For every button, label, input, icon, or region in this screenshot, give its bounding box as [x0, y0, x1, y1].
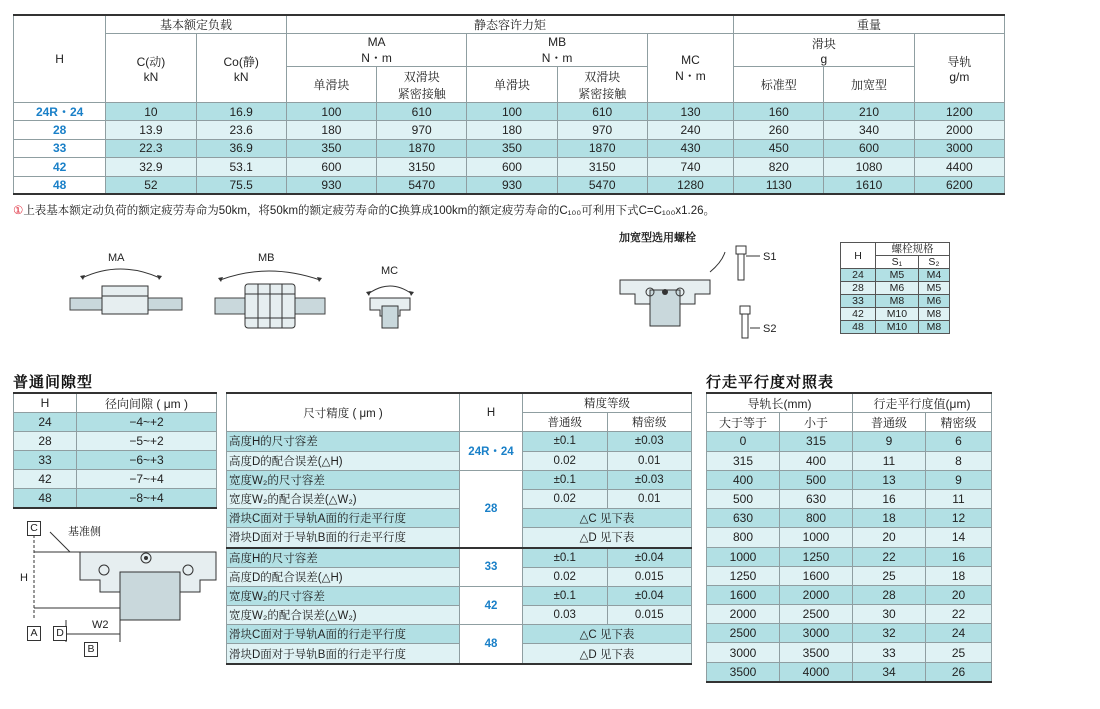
table-cell: 2000	[707, 605, 780, 624]
table-cell: 16	[853, 489, 926, 508]
table-cell: 0.01	[607, 489, 692, 508]
table-row	[841, 321, 950, 334]
table-cell: 180	[467, 121, 557, 139]
mc-label: MC	[381, 265, 399, 277]
table-cell: 100	[467, 103, 557, 121]
table-cell: ±0.03	[607, 432, 692, 451]
table-cell: 18	[926, 566, 992, 585]
table-cell: 16	[926, 547, 992, 566]
accuracy-item-name: 宽度W₂的配合误差(△W₂)	[227, 606, 460, 625]
table-cell: M8	[918, 321, 949, 334]
table-cell: 0.03	[523, 606, 608, 625]
clearance-col-header: 径向间隙 ( μm )	[77, 393, 217, 413]
bolt-s1-header: S₁	[876, 256, 919, 269]
bolt-spec-table	[840, 242, 950, 334]
table-cell: 130	[647, 103, 733, 121]
table-cell: 0.01	[607, 451, 692, 470]
c-stat-header: Co(静) kN	[196, 34, 286, 103]
table-cell: 75.5	[196, 176, 286, 194]
accuracy-item-name: 滑块C面对于导轨A面的行走平行度	[227, 509, 460, 528]
table-cell: ±0.04	[607, 586, 692, 605]
table-cell: 4000	[780, 662, 853, 682]
table-cell: 820	[734, 158, 824, 176]
table-cell: 210	[824, 103, 914, 121]
table-cell: 610	[557, 103, 647, 121]
table-row	[227, 625, 692, 644]
row-h-cell: 24R・24	[14, 103, 106, 121]
table-cell: 10	[106, 103, 196, 121]
table-row	[227, 432, 692, 451]
table-cell: 0.02	[523, 567, 608, 586]
table-row	[707, 566, 992, 585]
table-cell: 4400	[914, 158, 1004, 176]
table-cell: 22	[853, 547, 926, 566]
table-row	[227, 644, 692, 664]
table-row	[227, 586, 692, 605]
table-cell: 30	[853, 605, 926, 624]
table-cell: 11	[853, 451, 926, 470]
accuracy-precise-header: 精密级	[607, 413, 692, 432]
table-cell: 20	[853, 528, 926, 547]
table-cell: 3000	[914, 139, 1004, 157]
table-cell: 100	[286, 103, 376, 121]
table-cell: ±0.1	[523, 548, 608, 568]
table-cell: 2000	[914, 121, 1004, 139]
table-cell: ±0.1	[523, 586, 608, 605]
accuracy-item-name: 宽度W₂的尺寸容差	[227, 586, 460, 605]
table-cell: 350	[286, 139, 376, 157]
table-cell: 6	[926, 432, 992, 451]
table-cell: 260	[734, 121, 824, 139]
table-cell: 48	[841, 321, 876, 334]
static-moment-header: 静态容许力矩	[286, 15, 733, 34]
table-row	[841, 269, 950, 282]
table-cell: 0.015	[607, 606, 692, 625]
table-cell: 240	[647, 121, 733, 139]
table-row	[227, 509, 692, 528]
table-cell: 160	[734, 103, 824, 121]
row-h-cell: 33	[14, 139, 106, 157]
table-cell: 1080	[824, 158, 914, 176]
table-row	[707, 451, 992, 470]
table-cell: 2500	[707, 624, 780, 643]
table-cell: 630	[780, 489, 853, 508]
table-cell: 0.02	[523, 489, 608, 508]
mb-label: MB	[258, 252, 275, 264]
table-cell: 23.6	[196, 121, 286, 139]
bolt-s2-header: S₂	[918, 256, 949, 269]
table-cell: M6	[876, 282, 919, 295]
table-cell: 9	[853, 432, 926, 451]
table-cell: 1000	[780, 528, 853, 547]
table-row	[707, 585, 992, 604]
table-cell: 740	[647, 158, 733, 176]
mb-double-header: 双滑块 紧密接触	[557, 67, 647, 103]
table-cell: 0.02	[523, 451, 608, 470]
table-cell: 930	[467, 176, 557, 194]
clearance-table	[13, 392, 217, 509]
mb-single-header: 单滑块	[467, 67, 557, 103]
accuracy-item-name: 高度D的配合误差(△H)	[227, 567, 460, 586]
table-cell: 970	[557, 121, 647, 139]
h-header: H	[14, 15, 106, 103]
table-cell: 18	[853, 509, 926, 528]
table-row	[227, 451, 692, 470]
table-row	[227, 548, 692, 568]
table-cell: 0.015	[607, 567, 692, 586]
table-row	[227, 489, 692, 508]
table-cell: M5	[918, 282, 949, 295]
table-row	[227, 528, 692, 548]
table-row	[707, 547, 992, 566]
table-cell: 970	[377, 121, 467, 139]
table-row	[14, 489, 217, 509]
parallel-value-header: 行走平行度值(μm)	[853, 393, 992, 413]
table-row	[14, 413, 217, 432]
table-cell: 36.9	[196, 139, 286, 157]
table-row	[707, 662, 992, 682]
table-cell: 1200	[914, 103, 1004, 121]
diagram-w2-label: W2	[92, 619, 109, 631]
bolt-spec-header: 螺栓规格	[876, 243, 950, 256]
standard-header: 标准型	[734, 67, 824, 103]
table-cell: 53.1	[196, 158, 286, 176]
weight-header: 重量	[734, 15, 1005, 34]
mc-diagram	[360, 276, 420, 336]
table-cell: 24	[926, 624, 992, 643]
table-cell: 42	[841, 308, 876, 321]
parallel-title: 行走平行度对照表	[706, 374, 835, 391]
table-cell: 25	[926, 643, 992, 662]
table-cell: 315	[707, 451, 780, 470]
table-cell: 32	[853, 624, 926, 643]
accuracy-item-name: 滑块C面对于导轨A面的行走平行度	[227, 625, 460, 644]
clearance-diagram	[20, 512, 220, 662]
table-row	[14, 158, 1005, 176]
table-row	[14, 176, 1005, 194]
table-cell: 400	[780, 451, 853, 470]
diagram-d-label: D	[53, 626, 67, 641]
table-cell: 8	[926, 451, 992, 470]
accuracy-grade-header: 精度等级	[523, 393, 692, 413]
table-row	[841, 295, 950, 308]
ma-header: MA N・m	[286, 34, 467, 67]
table-row	[227, 606, 692, 625]
accuracy-item-name: 滑块D面对于导轨B面的行走平行度	[227, 644, 460, 664]
table-cell: 315	[780, 432, 853, 451]
table-cell: 33	[853, 643, 926, 662]
table-cell: 33	[841, 295, 876, 308]
table-cell: ±0.04	[607, 548, 692, 568]
table-cell: 340	[824, 121, 914, 139]
table-cell: 6200	[914, 176, 1004, 194]
ma-diagram	[60, 248, 190, 323]
rail-weight-header: 导轨 g/m	[914, 34, 1004, 103]
table-cell: △D 见下表	[523, 644, 692, 664]
footnote: ①上表基本额定动负荷的额定疲劳寿命为50km，将50km的额定疲劳寿命的C换算成100km的额定疲劳寿命的C₁₀₀可利用下式C=C₁₀₀x1.26。	[13, 205, 715, 217]
table-cell: 28	[14, 432, 77, 451]
table-cell: 13	[853, 470, 926, 489]
table-cell: 1870	[377, 139, 467, 157]
wide-header: 加宽型	[824, 67, 914, 103]
bolt-caption: 加宽型选用螺栓	[619, 232, 696, 244]
table-cell: 600	[467, 158, 557, 176]
table-cell: 13.9	[106, 121, 196, 139]
table-row	[707, 489, 992, 508]
table-cell: ±0.1	[523, 470, 608, 489]
table-cell: M5	[876, 269, 919, 282]
bolt-h-header: H	[841, 243, 876, 269]
table-cell: −5~+2	[77, 432, 217, 451]
ma-label: MA	[108, 252, 125, 264]
parallel-normal-header: 普通级	[853, 413, 926, 432]
diagram-ref-side-label: 基准侧	[68, 526, 101, 538]
table-cell: 22.3	[106, 139, 196, 157]
table-cell: 5470	[557, 176, 647, 194]
table-cell: 5470	[377, 176, 467, 194]
accuracy-h-cell: 48	[460, 625, 523, 664]
ma-double-header: 双滑块 紧密接触	[377, 67, 467, 103]
table-cell: △D 见下表	[523, 528, 692, 548]
mb-diagram	[210, 262, 330, 332]
parallel-ge-header: 大于等于	[707, 413, 780, 432]
row-h-cell: 28	[14, 121, 106, 139]
table-cell: 1870	[557, 139, 647, 157]
table-cell: 9	[926, 470, 992, 489]
table-cell: 24	[841, 269, 876, 282]
parallel-lt-header: 小于	[780, 413, 853, 432]
table-cell: 500	[707, 489, 780, 508]
table-row	[227, 470, 692, 489]
table-cell: 34	[853, 662, 926, 682]
table-cell: 3150	[377, 158, 467, 176]
table-cell: 12	[926, 509, 992, 528]
table-cell: 25	[853, 566, 926, 585]
table-cell: −8~+4	[77, 489, 217, 509]
table-cell: 3150	[557, 158, 647, 176]
table-row	[14, 432, 217, 451]
accuracy-item-name: 宽度W₂的尺寸容差	[227, 470, 460, 489]
clearance-title: 普通间隙型	[13, 374, 94, 391]
table-cell: 1610	[824, 176, 914, 194]
table-cell: △C 见下表	[523, 509, 692, 528]
table-row	[707, 432, 992, 451]
row-h-cell: 48	[14, 176, 106, 194]
bolt-s2-label: S2	[763, 323, 777, 335]
table-row	[707, 470, 992, 489]
table-row	[14, 139, 1005, 157]
table-cell: 2000	[780, 585, 853, 604]
table-row	[14, 470, 217, 489]
table-cell: 20	[926, 585, 992, 604]
load-moment-weight-table	[13, 14, 1005, 195]
table-cell: ±0.03	[607, 470, 692, 489]
table-cell: 11	[926, 489, 992, 508]
accuracy-h-cell: 24R・24	[460, 432, 523, 470]
table-row	[14, 451, 217, 470]
table-cell: 3500	[707, 662, 780, 682]
table-cell: 800	[707, 528, 780, 547]
table-cell: M8	[918, 308, 949, 321]
table-cell: 1280	[647, 176, 733, 194]
accuracy-h-cell: 28	[460, 470, 523, 547]
table-cell: 500	[780, 470, 853, 489]
table-cell: 16.9	[196, 103, 286, 121]
row-h-cell: 42	[14, 158, 106, 176]
table-cell: 33	[14, 451, 77, 470]
table-row	[707, 624, 992, 643]
diagram-h-label: H	[20, 572, 28, 584]
diagram-a-label: A	[27, 626, 41, 641]
table-cell: 400	[707, 470, 780, 489]
table-cell: M10	[876, 321, 919, 334]
table-cell: 600	[824, 139, 914, 157]
table-cell: ±0.1	[523, 432, 608, 451]
table-cell: 1250	[707, 566, 780, 585]
table-cell: 1600	[707, 585, 780, 604]
table-cell: 52	[106, 176, 196, 194]
table-cell: 610	[377, 103, 467, 121]
table-row	[841, 282, 950, 295]
parallel-table	[706, 392, 992, 683]
table-row	[227, 567, 692, 586]
table-row	[14, 121, 1005, 139]
table-cell: 600	[286, 158, 376, 176]
accuracy-normal-header: 普通级	[523, 413, 608, 432]
table-cell: 1130	[734, 176, 824, 194]
diagram-c-label: C	[27, 521, 41, 536]
table-cell: 32.9	[106, 158, 196, 176]
basic-load-header: 基本额定负载	[106, 15, 287, 34]
table-cell: 22	[926, 605, 992, 624]
accuracy-item-name: 高度H的尺寸容差	[227, 548, 460, 568]
table-cell: M10	[876, 308, 919, 321]
clearance-h-header: H	[14, 393, 77, 413]
accuracy-h-header: H	[460, 393, 523, 432]
table-row	[841, 308, 950, 321]
table-cell: 28	[841, 282, 876, 295]
table-cell: 2500	[780, 605, 853, 624]
table-cell: 1600	[780, 566, 853, 585]
parallel-precise-header: 精密级	[926, 413, 992, 432]
accuracy-item-name: 高度H的尺寸容差	[227, 432, 460, 451]
table-cell: 3000	[707, 643, 780, 662]
table-cell: 800	[780, 509, 853, 528]
parallel-rail-len-header: 导轨长(mm)	[707, 393, 853, 413]
table-cell: 3500	[780, 643, 853, 662]
table-cell: 930	[286, 176, 376, 194]
table-cell: 14	[926, 528, 992, 547]
table-cell: 3000	[780, 624, 853, 643]
mc-header: MC N・m	[647, 34, 733, 103]
ma-single-header: 单滑块	[286, 67, 376, 103]
table-cell: M4	[918, 269, 949, 282]
bolt-s1-label: S1	[763, 251, 777, 263]
table-cell: 42	[14, 470, 77, 489]
table-cell: 180	[286, 121, 376, 139]
table-cell: 630	[707, 509, 780, 528]
table-row	[707, 509, 992, 528]
table-cell: −6~+3	[77, 451, 217, 470]
table-cell: 350	[467, 139, 557, 157]
table-cell: −7~+4	[77, 470, 217, 489]
table-cell: 48	[14, 489, 77, 509]
c-dyn-header: C(动) kN	[106, 34, 196, 103]
table-row	[14, 103, 1005, 121]
table-row	[707, 605, 992, 624]
mb-header: MB N・m	[467, 34, 648, 67]
table-cell: △C 见下表	[523, 625, 692, 644]
table-row	[707, 528, 992, 547]
diagram-b-label: B	[84, 642, 98, 657]
table-cell: −4~+2	[77, 413, 217, 432]
block-weight-header: 滑块 g	[734, 34, 915, 67]
table-cell: 1250	[780, 547, 853, 566]
table-cell: M6	[918, 295, 949, 308]
accuracy-item-name: 宽度W₂的配合误差(△W₂)	[227, 489, 460, 508]
table-cell: 28	[853, 585, 926, 604]
table-cell: M8	[876, 295, 919, 308]
table-cell: 26	[926, 662, 992, 682]
accuracy-table	[226, 392, 692, 665]
accuracy-h-cell: 42	[460, 586, 523, 624]
table-cell: 450	[734, 139, 824, 157]
table-row	[707, 643, 992, 662]
table-cell: 430	[647, 139, 733, 157]
table-cell: 24	[14, 413, 77, 432]
accuracy-name-header: 尺寸精度 ( μm )	[227, 393, 460, 432]
accuracy-item-name: 滑块D面对于导轨B面的行走平行度	[227, 528, 460, 548]
accuracy-item-name: 高度D的配合误差(△H)	[227, 451, 460, 470]
accuracy-h-cell: 33	[460, 548, 523, 587]
table-cell: 0	[707, 432, 780, 451]
table-cell: 1000	[707, 547, 780, 566]
